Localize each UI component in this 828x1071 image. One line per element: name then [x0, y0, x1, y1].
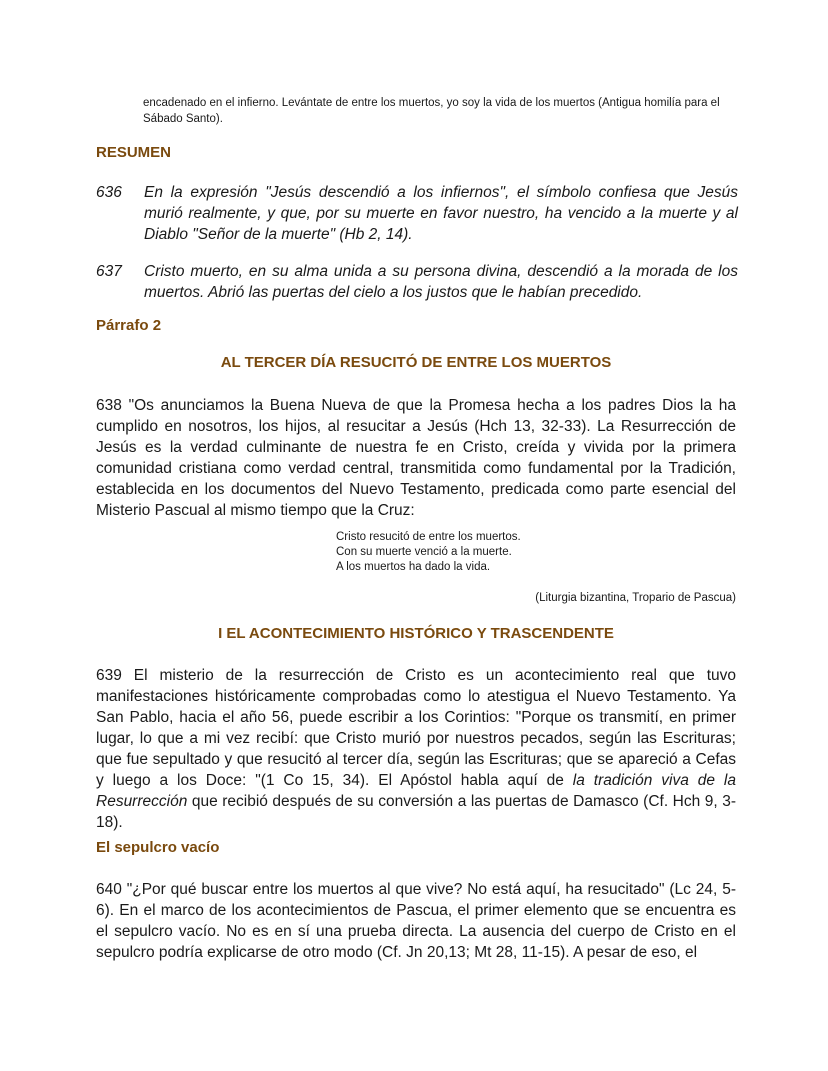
paragraph-640: 640 "¿Por qué buscar entre los muertos al que vive? No está aquí, ha resucitado" (Lc 24, 5-6). En el marco de los acontecimientos de Pascua, el primer elemento que se encuentra es el sepulcro vacío. No es en sí una prueba directa. La ausencia del cuerpo de Cristo en el sepulcro podría explicarse de otro modo (Cf. Jn 20,13; Mt 28, 11-15). A pesar de eso, el — [96, 881, 736, 961]
poem-source: (Liturgia bizantina, Tropario de Pascua) — [535, 592, 736, 604]
paragraph-639-text-end: que recibió después de su conversión a las puertas de Damasco (Cf. Hch 9, 3-18). — [96, 793, 736, 831]
parrafo-label: Párrafo 2 — [96, 317, 162, 334]
summary-item-636 — [96, 182, 738, 245]
summary-number: 636 — [96, 184, 122, 201]
paragraph-639-text: 639 El misterio de la resurrección de Cristo es un acontecimiento real que tuvo manifestaciones históricamente comprobadas como lo atestigua el Nuevo Testamento. Ya San Pablo, hacia el año 56, puede escribir a los Corintios: "Porque os transmití, en primer lugar, lo que a mi vez recibí: que Cristo murió por nuestros pecados, según las Escrituras; que fue sepultado y que resucitó al tercer día, según las Escrituras; que se apareció a Cefas y luego a los Doce: "(1 Co 15, 34). El Apóstol habla aquí de — [96, 667, 736, 789]
sepulcro-heading: El sepulcro vacío — [96, 839, 220, 856]
paragraph-638: 638 "Os anunciamos la Buena Nueva de que la Promesa hecha a los padres Dios la ha cumplido en nosotros, los hijos, al resucitar a Jesús (Hch 13, 32-33). La Resurrección de Jesús es la verdad culminante de nuestra fe en Cristo, creída y vivida por la primera comunidad cristiana como verdad central, transmitida como fundamental por la Tradición, establecida en los documentos del Nuevo Testamento, predicada como parte esencial del Misterio Pascual al mismo tiempo que la Cruz: — [96, 397, 736, 519]
summary-item-637 — [96, 261, 738, 303]
intro-quote: encadenado en el infierno. Levántate de entre los muertos, yo soy la vida de los muertos (Antigua homilía para el Sábado Santo). — [143, 97, 720, 125]
summary-text: En la expresión "Jesús descendió a los infiernos", el símbolo confiesa que Jesús murió realmente, y que, por su muerte en favor nuestro, ha vencido a la muerte y al Diablo "Señor de la muerte" (Hb 2, 14). — [144, 184, 738, 243]
poem-line: Con su muerte venció a la muerte. — [336, 546, 512, 558]
summary-text: Cristo muerto, en su alma unida a su persona divina, descendió a la morada de los muertos. Abrió las puertas del cielo a los justos que le habían precedido. — [144, 263, 738, 301]
summary-number: 637 — [96, 263, 122, 280]
section-title: AL TERCER DÍA RESUCITÓ DE ENTRE LOS MUERTOS — [220, 354, 612, 371]
paragraph-639-italic: la tradición viva de la Resurrección — [96, 772, 736, 810]
subsection-title: I EL ACONTECIMIENTO HISTÓRICO Y TRASCENDENTE — [218, 625, 614, 642]
poem-line: Cristo resucitó de entre los muertos. — [336, 531, 521, 543]
resumen-heading: RESUMEN — [96, 144, 172, 161]
poem-line: A los muertos ha dado la vida. — [336, 561, 491, 573]
poem-quote — [336, 530, 521, 575]
paragraph-639 — [96, 665, 736, 833]
